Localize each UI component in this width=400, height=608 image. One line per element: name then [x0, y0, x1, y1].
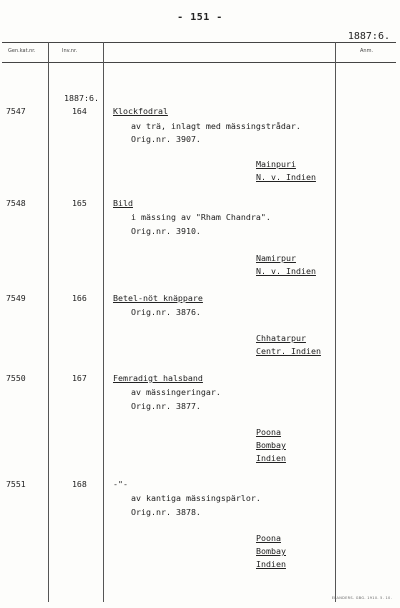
entry-gen-nr: 7550 — [6, 373, 26, 383]
entry-orig-nr: Orig.nr. 3907. — [131, 134, 201, 144]
entry-title: Femradigt halsband — [113, 373, 203, 383]
column-header-gen-kat: Gen.kat.nr. — [8, 48, 36, 54]
entry-place: Centr. Indien — [256, 346, 321, 356]
entry-place: Indien — [256, 559, 286, 569]
entry-place: Indien — [256, 453, 286, 463]
entry-place: Poona — [256, 533, 281, 543]
entry-place: Mainpuri — [256, 159, 296, 169]
entry-orig-nr: Orig.nr. 3876. — [131, 307, 201, 317]
entry-gen-nr: 7547 — [6, 106, 26, 116]
entry-gen-nr: 7548 — [6, 198, 26, 208]
entry-description: av trä, inlagt med mässingstrådar. — [131, 121, 301, 131]
entry-inv-nr: 165 — [72, 198, 87, 208]
entry-orig-nr: Orig.nr. 3910. — [131, 226, 201, 236]
entry-inv-nr: 167 — [72, 373, 87, 383]
entry-place: N. v. Indien — [256, 172, 316, 182]
entry-orig-nr: Orig.nr. 3878. — [131, 507, 201, 517]
column-divider-1 — [48, 42, 49, 602]
entry-place: Bombay — [256, 546, 286, 556]
column-header-anm: Anm. — [360, 48, 374, 54]
entry-place: N. v. Indien — [256, 266, 316, 276]
entry-title: Betel-nöt knäppare — [113, 293, 203, 303]
entry-title: Klockfodral — [113, 106, 168, 116]
entry-place: Chhatarpur — [256, 333, 306, 343]
entry-description: av mässingeringar. — [131, 387, 221, 397]
year-top-right: 1887:6. — [347, 31, 390, 42]
printer-footer: ELANDERS. GBG. 1910. 5. 10. — [331, 596, 392, 600]
header-bottom-rule — [2, 62, 396, 63]
column-divider-2 — [103, 42, 104, 602]
column-header-inv: Inv.nr. — [62, 48, 78, 54]
entry-inv-nr: 166 — [72, 293, 87, 303]
entry-description: i mässing av "Rham Chandra". — [131, 212, 271, 222]
entry-place: Poona — [256, 427, 281, 437]
entry-place: Namirpur — [256, 253, 296, 263]
entry-orig-nr: Orig.nr. 3877. — [131, 401, 201, 411]
entry-gen-nr: 7549 — [6, 293, 26, 303]
entry-description: av kantiga mässingspärlor. — [131, 493, 261, 503]
year-marker: 1887:6. — [64, 93, 99, 103]
entry-place: Bombay — [256, 440, 286, 450]
entry-title: -"- — [113, 479, 128, 489]
column-divider-3 — [335, 42, 336, 602]
entry-inv-nr: 168 — [72, 479, 87, 489]
entry-inv-nr: 164 — [72, 106, 87, 116]
entry-gen-nr: 7551 — [6, 479, 26, 489]
header-top-rule — [2, 42, 396, 43]
page-number: - 151 - — [177, 12, 223, 23]
entry-title: Bild — [113, 198, 133, 208]
